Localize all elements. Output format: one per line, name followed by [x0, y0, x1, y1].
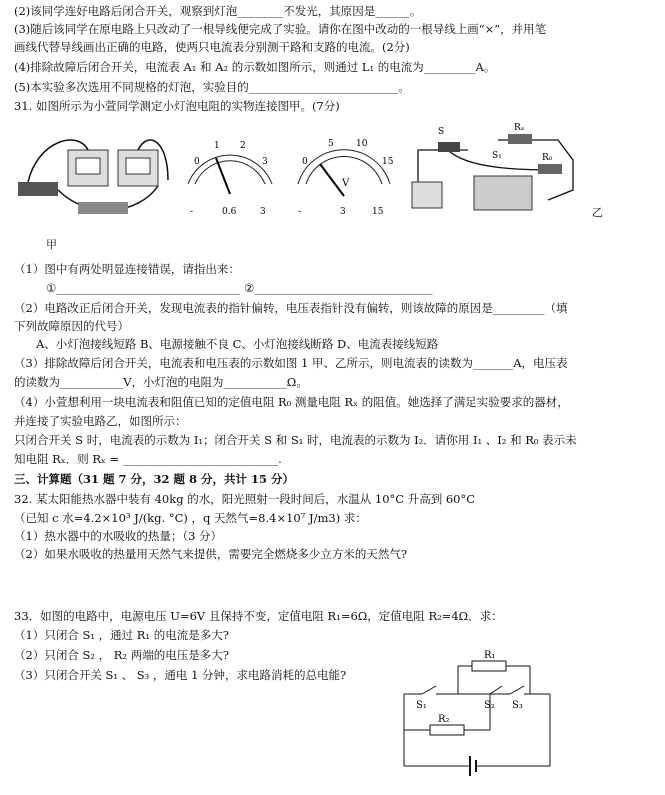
- q31-part-4a: （4）小萱想利用一块电流表和阻值已知的定值电阻 R₀ 测量电阻 Rₓ 的阻值。她选择了满足实验要求的器材，: [14, 395, 569, 409]
- svg-text:S₃: S₃: [512, 700, 523, 711]
- svg-text:S: S: [438, 127, 445, 137]
- svg-text:Rₓ: Rₓ: [514, 123, 525, 133]
- svg-text:V: V: [342, 178, 350, 189]
- figure-q33-circuit: [400, 648, 560, 783]
- q32-part-1: （1）热水器中的水吸收的热量；（3 分）: [14, 529, 223, 543]
- q31-title: 31. 如图所示为小萱同学测定小灯泡电阻的实物连接图甲。(7分): [14, 99, 340, 113]
- svg-text:R₁: R₁: [484, 650, 496, 661]
- figure-jia-caption: 甲: [46, 238, 57, 251]
- q33-part-1: （1）只闭合 S₁ ，通过 R₁ 的电流是多大?: [14, 628, 229, 642]
- svg-text:0: 0: [194, 157, 200, 167]
- q32-part-2: （2）如果水吸收的热量用天然气来提供，需要完全燃烧多少立方米的天然气?: [14, 547, 407, 561]
- voltmeter-figure: [290, 134, 400, 224]
- q30-line-2: (2)该同学连好电路后闭合开关，观察到灯泡________不发光，其原因是______。: [14, 4, 422, 18]
- q33-stem: 33．如图的电路中，电源电压 U=6V 且保持不变，定值电阻 R₁=6Ω，定值电阻 R₂=4Ω．求：: [14, 609, 503, 623]
- svg-text:1: 1: [214, 141, 220, 151]
- svg-text:10: 10: [356, 139, 368, 149]
- svg-text:2: 2: [240, 141, 246, 151]
- svg-text:-: -: [190, 207, 194, 217]
- q33-part-2: （2）只闭合 S₂ ， R₂ 两端的电压是多大?: [14, 648, 229, 662]
- svg-text:S₂: S₂: [484, 700, 495, 711]
- ammeter-figure: [180, 134, 280, 224]
- q31-part-2b: 下列故障原因的代号）: [14, 319, 129, 333]
- svg-text:3: 3: [340, 207, 346, 217]
- q31-part-2-options: A、小灯泡接线短路 B、电源接触不良 C、小灯泡接线断路 D、电流表接线短路: [36, 337, 439, 351]
- q31-part-4b: 并连接了实验电路乙，如图所示：: [14, 414, 187, 428]
- q30-line-5: (5)本实验多次选用不同规格的灯泡，实验目的__________________________。: [14, 80, 410, 94]
- q31-part-2a: （2）电路改正后闭合开关，发现电流表的指针偏转，电压表指针没有偏转，则该故障的原因是_________（填: [14, 301, 568, 315]
- section-3-heading: 三、计算题（31 题 7 分，32 题 8 分，共计 15 分）: [14, 472, 295, 486]
- svg-text:15: 15: [382, 157, 394, 167]
- svg-text:15: 15: [372, 207, 384, 217]
- figure-yi-caption: 乙: [592, 206, 603, 219]
- svg-text:S₁: S₁: [492, 151, 502, 161]
- q31-part-4c: 只闭合开关 S 时，电流表的示数为 I₁；闭合开关 S 和 S₁ 时，电流表的示数为 I₂．请你用 I₁ 、I₂ 和 R₀ 表示未: [14, 433, 577, 447]
- q30-line-4: (4)排除故障后闭合开关，电流表 A₁ 和 A₂ 的示数如图所示，则通过 L₁ 的电流为_________A。: [14, 60, 496, 74]
- q30-line-3a: (3)随后该同学在原电路上只改动了一根导线便完成了实验。请你在图中改动的一根导线上画“×”，并用笔: [14, 22, 547, 36]
- q33-part-3: （3）只闭合开关 S₁ 、 S₃ ，通电 1 分钟，求电路消耗的总电能?: [14, 668, 347, 682]
- svg-text:0.6: 0.6: [222, 207, 237, 217]
- svg-text:0: 0: [302, 157, 308, 167]
- q31-part-1-blanks: ①________________________________ ②_______________________________: [46, 281, 433, 295]
- svg-text:3: 3: [260, 207, 266, 217]
- q31-part-1: （1）图中有两处明显连接错误，请指出来：: [14, 262, 240, 276]
- svg-text:-: -: [298, 207, 302, 217]
- svg-text:3: 3: [262, 157, 268, 167]
- svg-text:5: 5: [328, 139, 334, 149]
- q32-stem: 32. 某太阳能热水器中装有 40kg 的水，阳光照射一段时间后，水温从 10°C 升高到 60°C: [14, 492, 476, 506]
- q31-part-3b: 的读数为___________V，小灯泡的电阻为___________Ω。: [14, 375, 308, 389]
- svg-text:S₁: S₁: [416, 700, 427, 711]
- q30-line-3b: 画线代替导线画出正确的电路，使两只电流表分别测干路和支路的电流。(2分): [14, 40, 410, 54]
- q32-known: （已知 c 水=4.2×10³ J/(kg. °C) ，q 天然气=8.4×10⁷ J/m3) 求：: [14, 511, 367, 525]
- svg-text:R₂: R₂: [438, 714, 450, 725]
- figure-jia-circuit: [18, 120, 178, 230]
- q31-part-3a: （3）排除故障后闭合开关，电流表和电压表的示数如图 1 甲、乙所示，则电流表的读数为_______A，电压表: [14, 356, 568, 370]
- svg-text:R₀: R₀: [542, 153, 553, 163]
- figure-yi-circuit: [408, 120, 586, 220]
- q31-part-4d: 知电阻 Rₓ．则 Rₓ = ___________________________.: [14, 452, 282, 466]
